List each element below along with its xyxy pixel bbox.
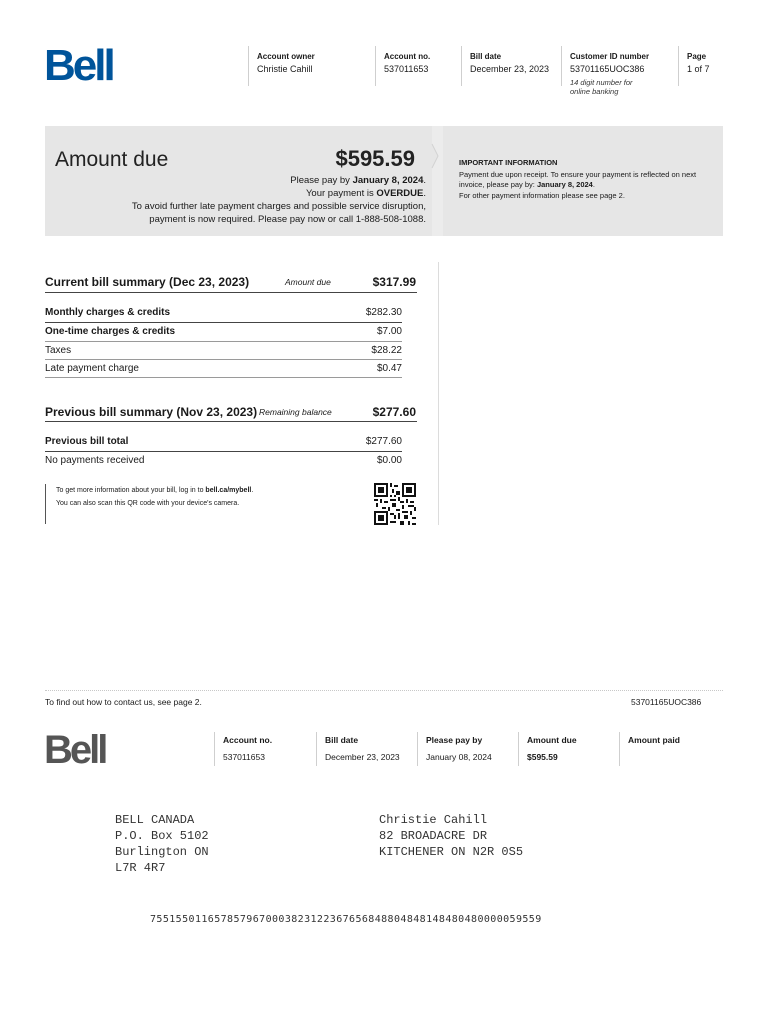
important-info-line1-text: Payment due upon receipt. To ensure your payment is reflected on next invoice, please pay by: xyxy=(459,169,697,189)
stub-bill-date xyxy=(316,732,417,766)
summary-row-amount: $7.00 xyxy=(376,326,402,337)
current-summary-rule xyxy=(45,292,417,293)
summary-row xyxy=(45,342,402,360)
important-info-text xyxy=(459,158,714,201)
summary-row-label: Monthly charges & credits xyxy=(45,307,171,318)
status-prefix: Your payment is xyxy=(305,188,377,199)
stub-amount-paid-label: Amount paid xyxy=(628,735,680,745)
summary-row-amount: $28.22 xyxy=(371,345,402,356)
current-summary-total: $317.99 xyxy=(372,275,416,289)
amount-due-panel xyxy=(45,126,430,236)
contact-note: To find out how to contact us, see page 2. xyxy=(45,697,202,707)
summary-row-label: Late payment charge xyxy=(45,363,139,374)
pay-by-suffix: . xyxy=(423,175,426,186)
current-summary-title: Current bill summary (Dec 23, 2023) xyxy=(45,275,250,289)
stub-account-no-label: Account no. xyxy=(223,735,273,745)
account-no-label: Account no. xyxy=(384,52,431,61)
bell-logo-stub: Bell xyxy=(44,728,106,772)
warning-line-2: payment is now required. Please pay now or call 1-888-508-1088. xyxy=(149,214,426,225)
summary-row xyxy=(45,304,402,322)
recipient-address xyxy=(379,812,523,860)
pay-by-date: January 8, 2024 xyxy=(352,175,424,186)
account-no-value: 537011653 xyxy=(384,64,429,74)
stub-pay-by-label: Please pay by xyxy=(426,735,483,745)
stub-amount-due-value: $595.59 xyxy=(527,752,558,762)
important-info-line1-end: . xyxy=(592,180,595,189)
address-line: KITCHENER ON N2R 0S5 xyxy=(379,845,524,859)
stub-amount-due-label: Amount due xyxy=(527,735,577,745)
current-summary-mid-label: Amount due xyxy=(285,277,331,287)
account-owner-label: Account owner xyxy=(257,52,315,61)
qr-info-prefix: To get more information about your bill, log in to xyxy=(56,487,206,494)
page-block xyxy=(678,46,727,86)
warning-line-1: To avoid further late payment charges and possible service disruption, xyxy=(131,201,426,212)
status-overdue: OVERDUE xyxy=(376,188,424,199)
pay-by-prefix: Please pay by xyxy=(290,175,353,186)
address-line: L7R 4R7 xyxy=(115,861,166,875)
status-suffix: . xyxy=(423,188,426,199)
amount-due-value: $595.59 xyxy=(335,146,415,171)
account-owner-block xyxy=(248,46,372,86)
customer-id-value: 53701165UOC386 xyxy=(570,64,645,74)
chevron-right-icon xyxy=(428,126,444,236)
stub-bill-date-value: December 23, 2023 xyxy=(325,752,400,762)
summary-row xyxy=(45,323,402,341)
summary-row xyxy=(45,452,402,470)
ocr-scanline: 7551550116578579670003823122367656848804848148480480000059559 xyxy=(150,914,542,925)
important-info-panel xyxy=(443,126,723,236)
address-line: P.O. Box 5102 xyxy=(115,829,209,843)
customer-id-label: Customer ID number xyxy=(570,52,650,61)
qr-info-line2: You can also scan this QR code with your device's camera. xyxy=(56,500,240,507)
mybell-link[interactable]: bell.ca/mybell xyxy=(205,487,252,494)
previous-summary-header xyxy=(45,403,416,421)
address-line: Burlington ON xyxy=(115,845,209,859)
pay-by-line xyxy=(132,174,426,187)
important-info-date: January 8, 2024 xyxy=(536,180,593,189)
summary-row-label: One-time charges & credits xyxy=(45,326,176,337)
page-label: Page xyxy=(687,52,707,61)
bell-logo: Bell xyxy=(44,41,113,90)
address-line: BELL CANADA xyxy=(115,813,195,827)
qr-info-line1 xyxy=(56,484,316,497)
stub-customer-id: 53701165UOC386 xyxy=(631,697,702,707)
account-owner-value: Christie Cahill xyxy=(257,64,313,74)
previous-summary-title: Previous bill summary (Nov 23, 2023) xyxy=(45,405,258,419)
customer-id-block xyxy=(561,46,675,97)
previous-summary-rule xyxy=(45,421,417,422)
amount-due-details xyxy=(132,174,426,226)
sender-address xyxy=(115,812,209,876)
bill-date-value: December 23, 2023 xyxy=(470,64,550,74)
important-info-line1 xyxy=(459,170,714,191)
previous-summary-mid-label: Remaining balance xyxy=(259,407,332,417)
column-divider xyxy=(438,262,439,525)
amount-due-title: Amount due xyxy=(55,148,169,171)
important-info-line2: For other payment information please see page 2. xyxy=(459,190,625,200)
current-summary-header xyxy=(45,273,416,291)
stub-pay-by xyxy=(417,732,518,766)
qr-info-suffix: . xyxy=(251,487,254,494)
summary-row-label: Previous bill total xyxy=(45,436,129,447)
summary-row-label: Taxes xyxy=(45,345,72,356)
stub-account-no-value: 537011653 xyxy=(223,752,265,762)
address-line: 82 BROADACRE DR xyxy=(379,829,488,843)
summary-row-amount: $282.30 xyxy=(365,307,402,318)
account-no-block xyxy=(375,46,459,86)
previous-summary-total: $277.60 xyxy=(372,405,416,419)
tear-line xyxy=(45,690,723,691)
bill-date-label: Bill date xyxy=(470,52,502,61)
address-line: Christie Cahill xyxy=(379,813,488,827)
stub-pay-by-value: January 08, 2024 xyxy=(426,752,492,762)
summary-row-amount: $0.47 xyxy=(376,363,402,374)
bill-date-block xyxy=(461,46,560,86)
stub-account-no xyxy=(214,732,315,766)
customer-id-note: 14 digit number for online banking xyxy=(570,78,633,97)
summary-row xyxy=(45,360,402,378)
stub-amount-due xyxy=(518,732,619,766)
page-value: 1 of 7 xyxy=(687,64,710,74)
stub-bill-date-label: Bill date xyxy=(325,735,359,745)
qr-info-text xyxy=(45,484,316,524)
chevron-divider xyxy=(428,126,444,236)
summary-row-amount: $277.60 xyxy=(365,436,402,447)
status-line xyxy=(132,187,426,200)
summary-row-amount: $0.00 xyxy=(376,455,402,466)
qr-code-icon[interactable] xyxy=(374,483,416,525)
stub-amount-paid xyxy=(619,732,720,766)
row-rule xyxy=(45,377,402,378)
important-info-title: IMPORTANT INFORMATION xyxy=(459,158,558,167)
summary-row xyxy=(45,433,402,451)
summary-row-label: No payments received xyxy=(45,455,145,466)
